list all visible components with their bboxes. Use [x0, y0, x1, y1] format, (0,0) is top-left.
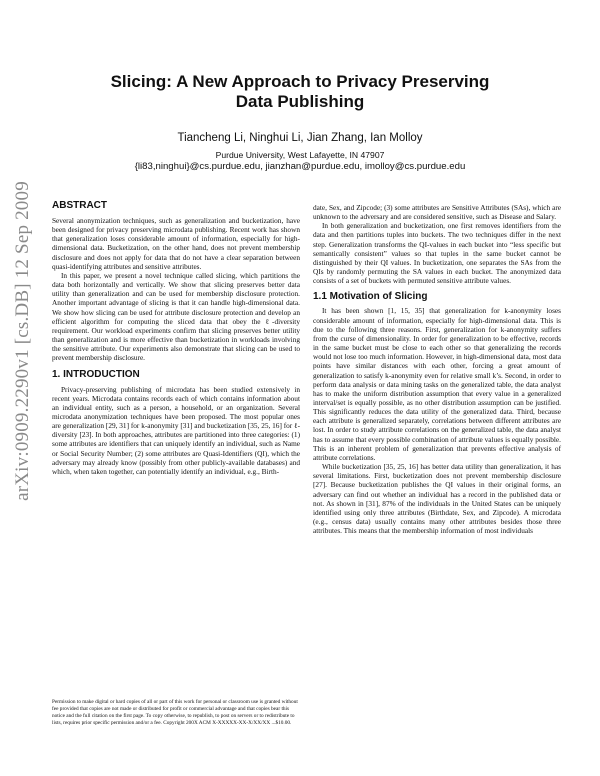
author-emails: {li83,ninghui}@cs.purdue.edu, jianzhan@purdue.edu, imolloy@cs.purdue.edu	[134, 161, 466, 172]
arxiv-stamp	[6, 181, 40, 501]
right-column	[313, 203, 561, 535]
motivation-heading: 1.1 Motivation of Slicing	[313, 291, 428, 303]
abstract-heading: ABSTRACT	[52, 200, 107, 211]
title-line-2: Data Publishing	[235, 92, 365, 111]
abstract-paragraph-1: Several anonymization techniques, such as generalization and bucketization, have been designed for privacy preserving microdata publishing. Recent work has shown that generalization loses considerable amount of information, especially for high-dimensional data. Bucketization, on the other hand, does not prevent membership disclosure and does not apply for data that do not have a clear separation between quasi-identifying attributes and sensitive attributes.	[52, 216, 300, 271]
copyright-footnote: Permission to make digital or hard copies of all or part of this work for personal or classroom use is granted without fee provided that copies are not made or distributed for profit or commercial advantage and that copies bear this notice and the full citation on the first page. To copy otherwise, to republish, to post on servers or to redistribute to lists, requires prior specific permission and/or a fee. Copyright 200X ACM X-XXXXX-XX-X/XX/XX ...$10.00.	[52, 699, 298, 727]
author-list: Tiancheng Li, Ninghui Li, Jian Zhang, Ian Molloy	[177, 132, 423, 144]
techniques-paragraph: In both generalization and bucketization, one first removes identifiers from the data and then partitions tuples into buckets. The two techniques differ in the next step. Generalization transforms the QI-values in each bucket into “less specific but semantically consistent” values so that tuples in the same bucket cannot be distinguished by their QI values. In bucketization, one separates the SAs from the QIs by randomly permuting the SA values in each bucket. The anonymized data consists of a set of buckets with permuted sensitive attribute values.	[313, 221, 561, 286]
abstract-paragraph-2: In this paper, we present a novel technique called slicing, which partitions the data both horizontally and vertically. We show that slicing preserves better data utility than generalization and can be used for membership disclosure protection. Another important advantage of slicing is that it can handle high-dimensional data. We show how slicing can be used for attribute disclosure protection and develop an efficient algorithm for computing the sliced data that obey the ℓ-diversity requirement. Our workload experiments confirm that slicing preserves better utility than generalization and is more effective than bucketization in workloads involving the sensitive attribute. Our experiments also demonstrate that slicing can be used to prevent membership disclosure.	[52, 270, 300, 363]
paper-title	[60, 72, 540, 112]
title-line-1: Slicing: A New Approach to Privacy Preserving	[110, 72, 490, 91]
left-column	[52, 200, 300, 476]
affiliation: Purdue University, West Lafayette, IN 47907	[215, 150, 385, 160]
arxiv-stamp-text: arXiv:0909.2290v1 [cs.DB] 12 Sep 2009	[12, 181, 33, 501]
continued-paragraph: date, Sex, and Zipcode; (3) some attributes are Sensitive Attributes (SAs), which are unknown to the adversary and are considered sensitive, such as Disease and Salary.	[313, 203, 561, 222]
motivation-paragraph-1: It has been shown [1, 15, 35] that generalization for k-anonymity loses considerable amount of information, especially for high-dimensional data. This is due to the following three reasons. First, generalization for k-anonymity suffers from the curse of dimensionality. In order for generalization to be effective, records in the same bucket must be close to each other so that generalizing the records would not lose too much information. However, in high-dimensional data, most data points have similar distances with each other, forcing a great amount of generalization to satisfy k-anonymity even for relative small k’s. Second, in order to perform data analysis or data mining tasks on the generalized table, the data analyst has to make the uniform distribution assumption that every value in a generalized interval/set is equally possible, as no other distribution assumption can be justified. This significantly reduces the data utility of the generalized data. Third, because each attribute is generalized separately, correlations between different attributes are lost. In order to study attribute correlations on the generalized table, the data analyst has to assume that every possible combination of attribute values is equally possible. This is an inherent problem of generalization that prevents effective analysis of attribute correlations.	[313, 306, 561, 462]
introduction-heading: 1. INTRODUCTION	[52, 368, 140, 380]
motivation-paragraph-2: While bucketization [35, 25, 16] has better data utility than generalization, it has several limitations. First, bucketization does not prevent membership disclosure [27]. Because bucketization publishes the QI values in their original forms, an adversary can find out whether an individual has a record in the published data or not. As shown in [31], 87% of the individuals in the United States can be uniquely identified using only three attributes (Birthdate, Sex, and Zipcode). A microdata (e.g., census data) usually contains many other attributes besides those three attributes. This means that the membership information of most individuals	[313, 462, 561, 536]
introduction-paragraph-1: Privacy-preserving publishing of microdata has been studied extensively in recent years. Microdata contains records each of which contains information about an individual entity, such as a person, a household, or an organization. Several microdata anonymization techniques have been proposed. The most popular ones are generalization [29, 31] for k-anonymity [31] and bucketization [35, 25, 16] for ℓ-diversity [23]. In both approaches, attributes are partitioned into three categories: (1) some attributes are identifiers that can uniquely identify an individual, such as Name or Social Security Number; (2) some attributes are Quasi-Identifiers (QI), which the adversary may already know (possibly from other publicly-available databases) and which, when taken together, can potentially identify an individual, e.g., Birth-	[52, 384, 300, 476]
